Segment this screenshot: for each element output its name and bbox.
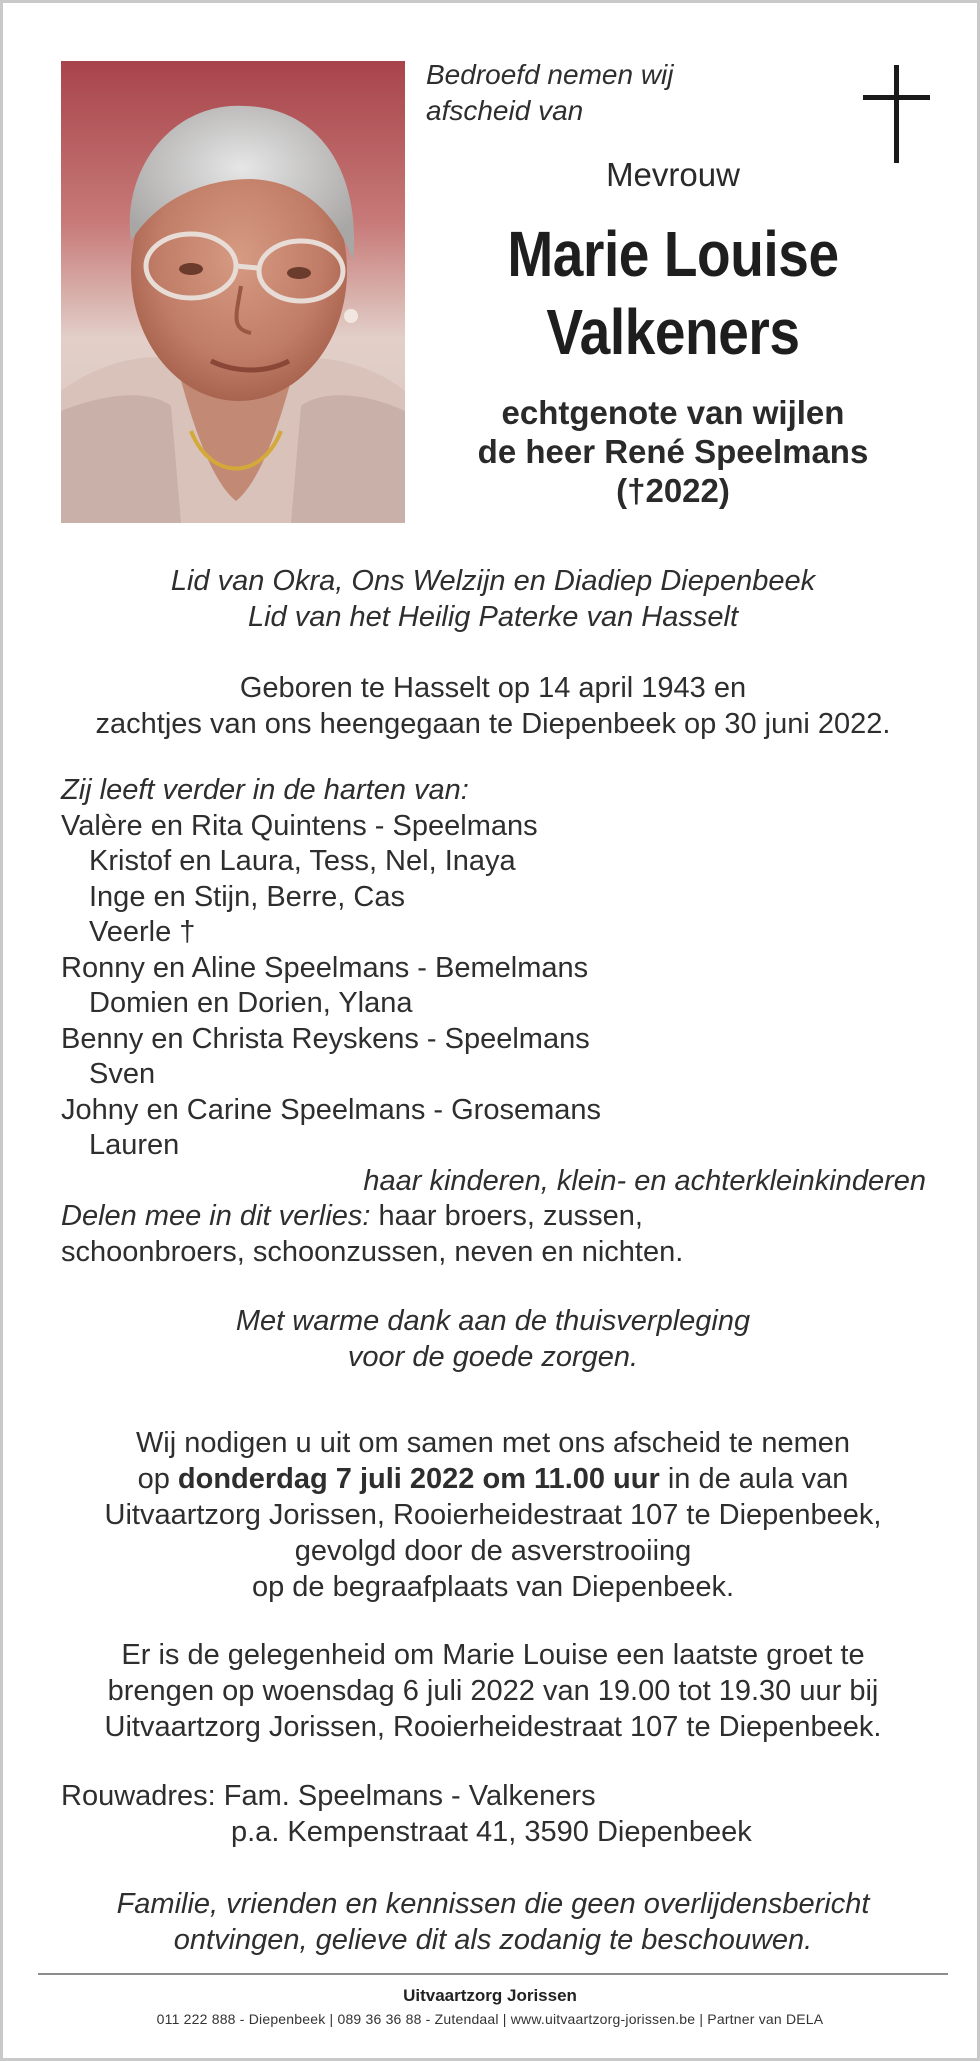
ceremony-line-1: Wij nodigen u uit om samen met ons afscheid te nemen — [135, 1427, 851, 1459]
family-line: Benny en Christa Reyskens - Speelmans — [61, 1022, 590, 1055]
ceremony-date: donderdag 7 juli 2022 om 11.00 uur — [177, 1463, 660, 1495]
family-line: Ronny en Aline Speelmans - Bemelmans — [61, 951, 589, 984]
deceased-title — [433, 155, 913, 510]
address-line-1: Rouwadres: Fam. Speelmans - Valkeners — [61, 1780, 596, 1812]
name-line-1: Marie Louise — [507, 218, 839, 290]
intro-line-1: Bedroefd nemen wij — [426, 59, 674, 90]
membership-line: Lid van het Heilig Paterke van Hasselt — [247, 601, 739, 633]
ceremony-line-3: Uitvaartzorg Jorissen, Rooierheidestraat 107 te Diepenbeek, — [104, 1499, 882, 1531]
family-line: Johny en Carine Speelmans - Grosemans — [61, 1093, 601, 1126]
membership-line: Lid van Okra, Ons Welzijn en Diadiep Diepenbeek — [170, 565, 816, 597]
ceremony-line-5: op de begraafplaats van Diepenbeek. — [251, 1571, 735, 1603]
share-line-2: schoonbroers, schoonzussen, neven en nichten. — [61, 1235, 684, 1268]
spouse-line-1: echtgenote van wijlen — [501, 394, 845, 431]
memberships — [43, 563, 943, 635]
intro-line-2: afscheid van — [426, 94, 584, 126]
family-summary: haar kinderen, klein- en achterkleinkinderen — [363, 1164, 926, 1197]
thanks-line: Met warme dank aan de thuisverpleging — [235, 1305, 751, 1337]
family-line: Kristof en Laura, Tess, Nel, Inaya — [89, 845, 516, 877]
cross-icon — [863, 65, 933, 163]
ceremony-line-2 — [43, 1461, 943, 1497]
name-line-2: Valkeners — [546, 296, 800, 368]
spouse-line-2: de heer René Speelmans — [477, 433, 869, 470]
family-line: Valère en Rita Quintens - Speelmans — [61, 809, 538, 842]
death-line: zachtjes van ons heengegaan te Diepenbeek op 30 juni 2022. — [95, 708, 891, 740]
visitation-line: Er is de gelegenheid om Marie Louise een laatste groet te — [121, 1639, 865, 1671]
thanks-line: voor de goede zorgen. — [347, 1341, 639, 1373]
ceremony-line-4: gevolgd door de asverstrooiing — [294, 1535, 692, 1567]
birth-death-info — [43, 670, 943, 742]
portrait-image — [61, 61, 405, 523]
footer-company: Uitvaartzorg Jorissen — [403, 1986, 577, 2005]
family-line: Lauren — [89, 1129, 180, 1161]
share-label: Delen mee in dit verlies: — [61, 1200, 371, 1232]
ceremony-pre: op — [137, 1463, 178, 1495]
spouse-info — [433, 393, 913, 510]
share-text: haar broers, zussen, — [370, 1200, 643, 1232]
notice-line: Familie, vrienden en kennissen die geen overlijdensbericht — [116, 1888, 870, 1920]
ceremony-post: in de aula van — [659, 1463, 849, 1495]
share-line — [61, 1199, 931, 1235]
ceremony-info — [43, 1425, 943, 1605]
family-line: Domien en Dorien, Ylana — [89, 987, 413, 1019]
family-line: Sven — [89, 1058, 156, 1090]
mourning-address — [61, 1778, 931, 1850]
family-line: Veerle † — [89, 916, 196, 948]
deceased-name — [467, 215, 880, 371]
footer-contact-info: 011 222 888 - Diepenbeek | 089 36 36 88 - Zutendaal | www.uitvaartzorg-jorissen.be | Partner van DELA — [156, 2011, 824, 2027]
address-line-2: p.a. Kempenstraat 41, 3590 Diepenbeek — [231, 1816, 752, 1848]
family-list — [61, 773, 931, 1270]
salutation: Mevrouw — [606, 156, 740, 193]
thanks-text — [43, 1303, 943, 1375]
visitation-line: Uitvaartzorg Jorissen, Rooierheidestraat 107 te Diepenbeek. — [104, 1711, 882, 1743]
notice-line: ontvingen, gelieve dit als zodanig te beschouwen. — [173, 1924, 813, 1956]
notice-text — [43, 1886, 943, 1958]
visitation-line: brengen op woensdag 6 juli 2022 van 19.00 tot 19.30 uur bij — [107, 1675, 879, 1707]
footer-divider — [38, 1973, 948, 1975]
intro-text — [426, 57, 756, 128]
spouse-line-3: (†2022) — [616, 472, 730, 509]
visitation-info — [43, 1637, 943, 1745]
family-line: Inge en Stijn, Berre, Cas — [89, 880, 405, 913]
birth-line: Geboren te Hasselt op 14 april 1943 en — [239, 672, 747, 704]
portrait-photo — [61, 61, 405, 523]
family-heading: Zij leeft verder in de harten van: — [61, 774, 469, 806]
